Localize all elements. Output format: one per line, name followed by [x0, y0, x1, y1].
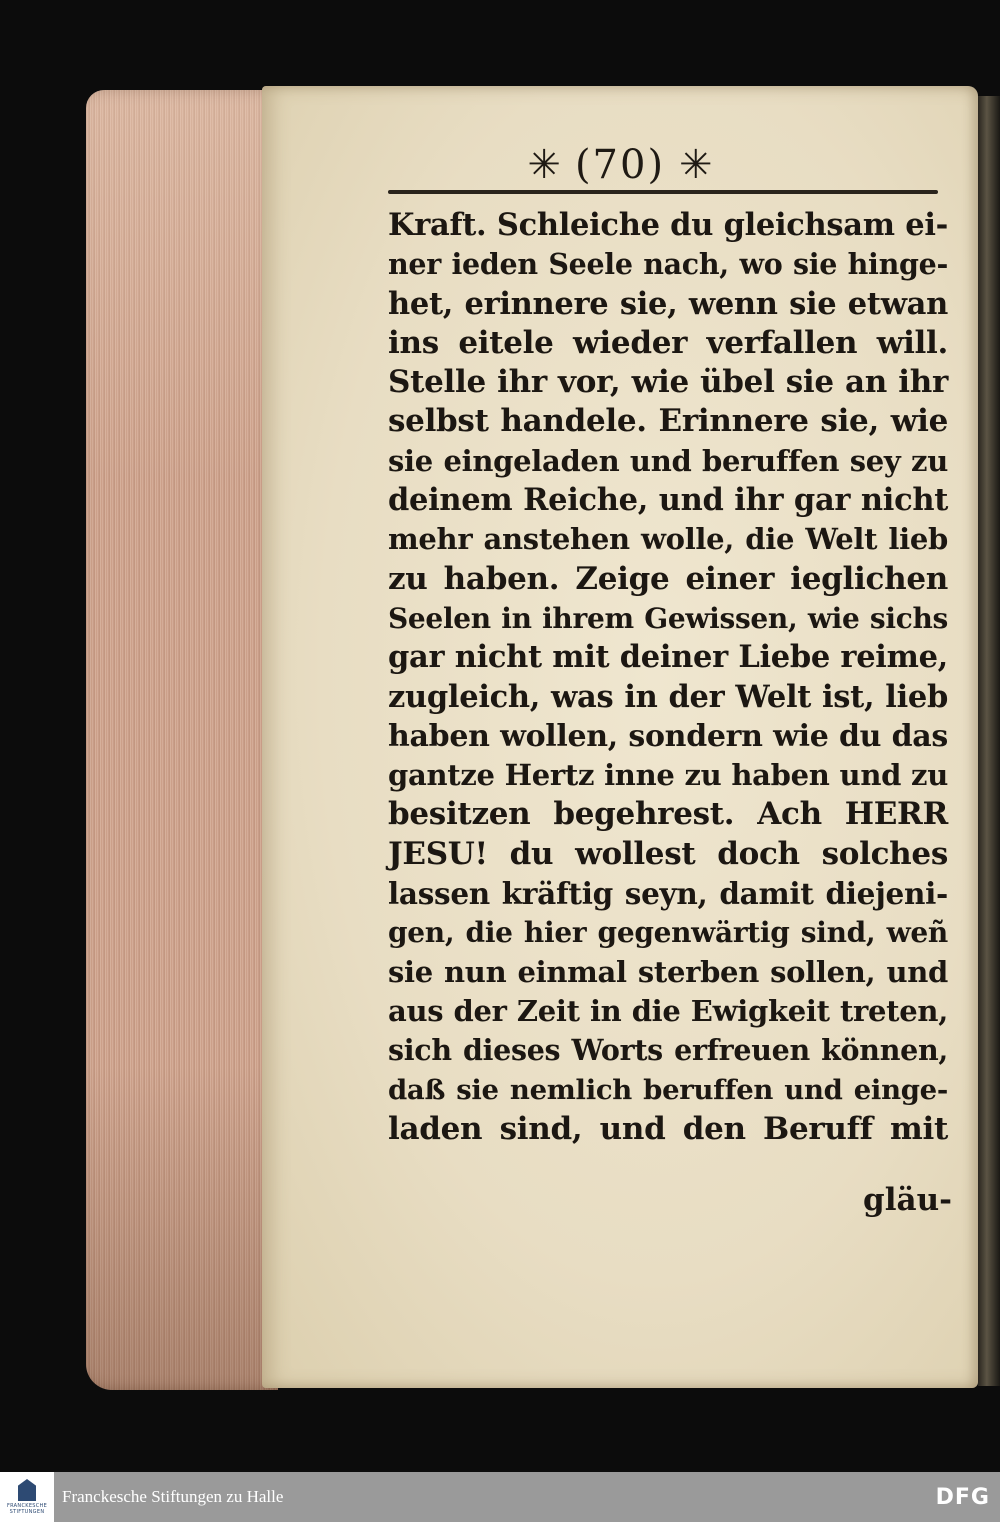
body-text [388, 206, 948, 1149]
text-line: selbst handele. Erinnere sie, wie [388, 403, 948, 440]
institution-logo[interactable] [0, 1472, 54, 1522]
text-line: gantze Hertz inne zu haben und zu [388, 758, 948, 793]
text-line: JESU! du wollest doch solches [388, 835, 948, 872]
logo-text: FRANCKESCHE STIFTUNGEN [6, 1503, 48, 1515]
viewer-footer [0, 1472, 1000, 1522]
building-icon [18, 1479, 36, 1501]
text-line: besitzen begehrest. Ach HERR [388, 796, 948, 833]
book-fore-edge [86, 90, 278, 1390]
text-line: aus der Zeit in die Ewigkeit treten, [388, 993, 948, 1028]
book-gutter [978, 96, 1000, 1386]
book-page [262, 86, 978, 1388]
dfg-logo[interactable]: DFG [935, 1484, 990, 1510]
text-line: Kraft. Schleiche du gleichsam ei- [388, 207, 948, 243]
header-rule [388, 190, 938, 194]
text-line: gar nicht mit deiner Liebe reime, [388, 639, 948, 676]
text-line: zu haben. Zeige einer ieglichen [388, 560, 948, 597]
text-line: laden sind, und den Beruff mit [388, 1110, 948, 1147]
text-line: gen, die hier gegenwärtig sind, weñ [388, 916, 948, 950]
text-line: Seelen in ihrem Gewissen, wie sichs [388, 601, 948, 635]
text-line: sie nun einmal sterben sollen, und [388, 954, 948, 989]
text-line: sie eingeladen und beruffen sey zu [388, 443, 948, 478]
text-line: daß sie nemlich beruffen und einge- [388, 1073, 948, 1106]
text-line: haben wollen, sondern wie du das [388, 718, 948, 754]
text-line: ins eitele wieder verfallen will. [388, 324, 948, 361]
ornament-left-icon: ✳ [527, 142, 561, 188]
page-number: (70) [574, 142, 666, 188]
text-line: ner ieden Seele nach, wo sie hinge- [388, 247, 948, 282]
catchword: gläu- [863, 1182, 952, 1218]
page-header [262, 142, 978, 188]
text-line: het, erinnere sie, wenn sie etwan [388, 285, 948, 322]
text-line: lassen kräftig seyn, damit diejeni- [388, 876, 948, 912]
text-line: mehr anstehen wolle, die Welt lieb [388, 522, 948, 557]
institution-name[interactable]: Franckesche Stiftungen zu Halle [62, 1487, 284, 1506]
text-line: deinem Reiche, und ihr gar nicht [388, 482, 948, 519]
text-line: zugleich, was in der Welt ist, lieb [388, 678, 948, 715]
ornament-right-icon: ✳ [679, 142, 713, 188]
text-line: Stelle ihr vor, wie übel sie an ihr [388, 364, 948, 401]
text-line: sich dieses Worts erfreuen können, [388, 1033, 948, 1068]
